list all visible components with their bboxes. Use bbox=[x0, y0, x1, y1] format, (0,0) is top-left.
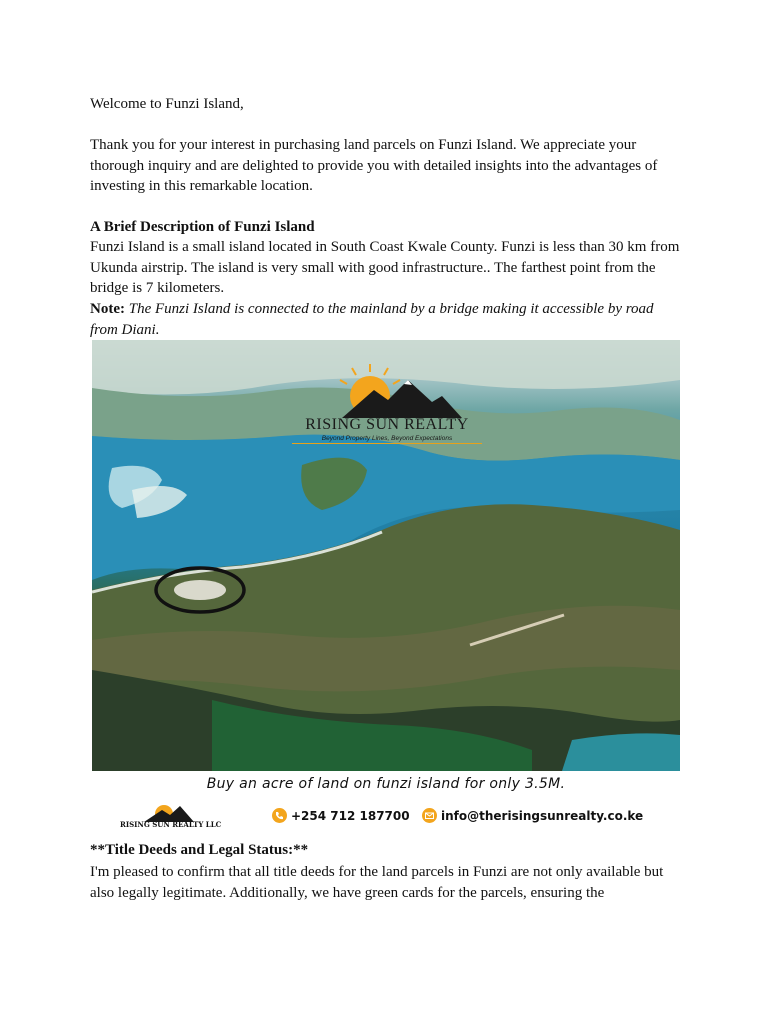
logo-tagline: Beyond Property Lines, Beyond Expectations bbox=[292, 435, 482, 444]
email-contact[interactable] bbox=[422, 809, 643, 824]
note-text: The Funzi Island is connected to the mainland by a bridge making it accessible by road from Diani. bbox=[90, 301, 654, 338]
greeting: Welcome to Funzi Island, bbox=[90, 96, 244, 112]
title-deeds-heading: **Title Deeds and Legal Status:** bbox=[90, 842, 309, 858]
note-label: Note: bbox=[90, 301, 125, 317]
logo-name: RISING SUN REALTY bbox=[305, 416, 469, 433]
section-heading: A Brief Description of Funzi Island bbox=[90, 219, 315, 235]
brand-logo bbox=[120, 800, 222, 834]
intro-paragraph: Thank you for your interest in purchasing land parcels on Funzi Island. We appreciate your thorough inquiry and are delighted to provide you with detailed insights into the advantages of investing in this remarkable location. bbox=[90, 137, 658, 194]
email-address: info@therisingsunrealty.co.ke bbox=[441, 809, 644, 823]
phone-number: +254 712 187700 bbox=[291, 809, 410, 823]
contact-bar bbox=[92, 796, 680, 836]
brand-name: RISING SUN REALTY LLC bbox=[120, 820, 222, 829]
flyer-caption: Buy an acre of land on funzi island for only 3.5M. bbox=[206, 776, 566, 792]
realty-logo bbox=[292, 356, 482, 442]
title-deeds-paragraph: I'm pleased to confirm that all title deeds for the land parcels in Funzi are not only available but also legally legitimate. Additionally, we have green cards for the parcels, ensuring the bbox=[90, 864, 664, 901]
phone-contact[interactable] bbox=[272, 809, 410, 824]
phone-icon bbox=[272, 808, 287, 823]
small-sun-mountain-icon bbox=[120, 800, 216, 822]
aerial-photo bbox=[92, 340, 680, 771]
note-paragraph bbox=[90, 299, 680, 340]
description-paragraph: Funzi Island is a small island located in South Coast Kwale County. Funzi is less than 30 km from Ukunda airstrip. The island is very small with good infrastructure.. The farthest point from the bridge is 7 kilometers. bbox=[90, 239, 680, 296]
mail-icon bbox=[422, 808, 437, 823]
sun-mountain-logo-icon bbox=[292, 356, 482, 418]
